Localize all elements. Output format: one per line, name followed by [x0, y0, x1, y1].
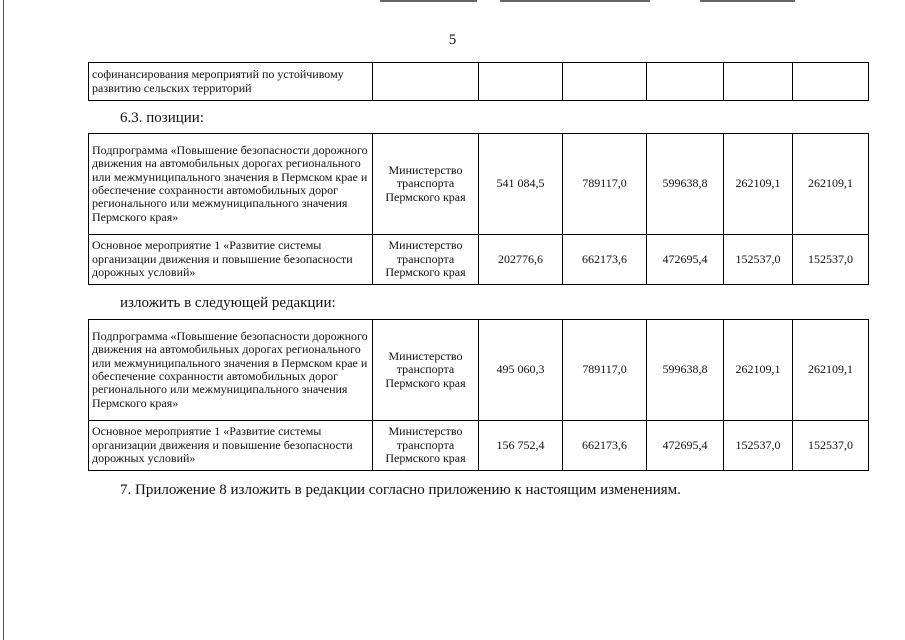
continuation-table — [88, 62, 869, 101]
value-cell: 662173,6 — [563, 235, 647, 285]
empty-cell — [724, 63, 793, 101]
before-table — [88, 133, 869, 285]
value-cell: 152537,0 — [793, 235, 869, 285]
value-cell: 599638,8 — [647, 134, 724, 235]
value-cell: 262109,1 — [793, 320, 869, 421]
scan-edge-top-1 — [380, 0, 477, 2]
section-label: 6.3. позиции: — [120, 110, 204, 126]
value-cell: 152537,0 — [793, 421, 869, 471]
empty-cell — [647, 63, 724, 101]
value-cell: 472695,4 — [647, 421, 724, 471]
row-responsible: Министерство транспорта Пермского края — [373, 421, 479, 471]
middle-text: изложить в следующей редакции: — [120, 295, 336, 311]
final-text: 7. Приложение 8 изложить в редакции согласно приложению к настоящим изменениям. — [120, 482, 681, 498]
row-name: Основное мероприятие 1 «Развитие системы организации движения и повышение безопасности дорожных условий» — [89, 235, 373, 285]
table-row — [89, 63, 869, 101]
value-cell: 262109,1 — [724, 134, 793, 235]
empty-cell — [563, 63, 647, 101]
table-row — [89, 421, 869, 471]
empty-cell — [373, 63, 479, 101]
value-cell: 541 084,5 — [479, 134, 563, 235]
value-cell: 156 752,4 — [479, 421, 563, 471]
value-cell: 202776,6 — [479, 235, 563, 285]
empty-cell — [479, 63, 563, 101]
value-cell: 599638,8 — [647, 320, 724, 421]
scan-edge-top-3 — [700, 0, 795, 2]
value-cell: 152537,0 — [724, 235, 793, 285]
row-name: Основное мероприятие 1 «Развитие системы организации движения и повышение безопасности дорожных условий» — [89, 421, 373, 471]
after-table — [88, 319, 869, 471]
value-cell: 262109,1 — [793, 134, 869, 235]
table-row — [89, 320, 869, 421]
value-cell: 789117,0 — [563, 134, 647, 235]
row-responsible: Министерство транспорта Пермского края — [373, 134, 479, 235]
row-name: Подпрограмма «Повышение безопасности дорожного движения на автомобильных дорогах регионального или межмуниципального значения в Пермском крае и обеспечение сохранности автомобильных дорог регионального или межмуниципального значения Пермского края» — [89, 320, 373, 421]
value-cell: 262109,1 — [724, 320, 793, 421]
page-number: 5 — [448, 32, 457, 48]
value-cell: 789117,0 — [563, 320, 647, 421]
value-cell: 472695,4 — [647, 235, 724, 285]
value-cell: 495 060,3 — [479, 320, 563, 421]
empty-cell — [793, 63, 869, 101]
scan-edge-left — [3, 0, 4, 640]
row-responsible: Министерство транспорта Пермского края — [373, 320, 479, 421]
table-row — [89, 235, 869, 285]
value-cell: 152537,0 — [724, 421, 793, 471]
row-name: Подпрограмма «Повышение безопасности дорожного движения на автомобильных дорогах регионального или межмуниципального значения в Пермском крае и обеспечение сохранности автомобильных дорог регионального или межмуниципального значения Пермского края» — [89, 134, 373, 235]
row-responsible: Министерство транспорта Пермского края — [373, 235, 479, 285]
scan-edge-top-2 — [500, 0, 650, 2]
row-name: софинансирования мероприятий по устойчивому развитию сельских территорий — [89, 63, 373, 101]
value-cell: 662173,6 — [563, 421, 647, 471]
table-row — [89, 134, 869, 235]
